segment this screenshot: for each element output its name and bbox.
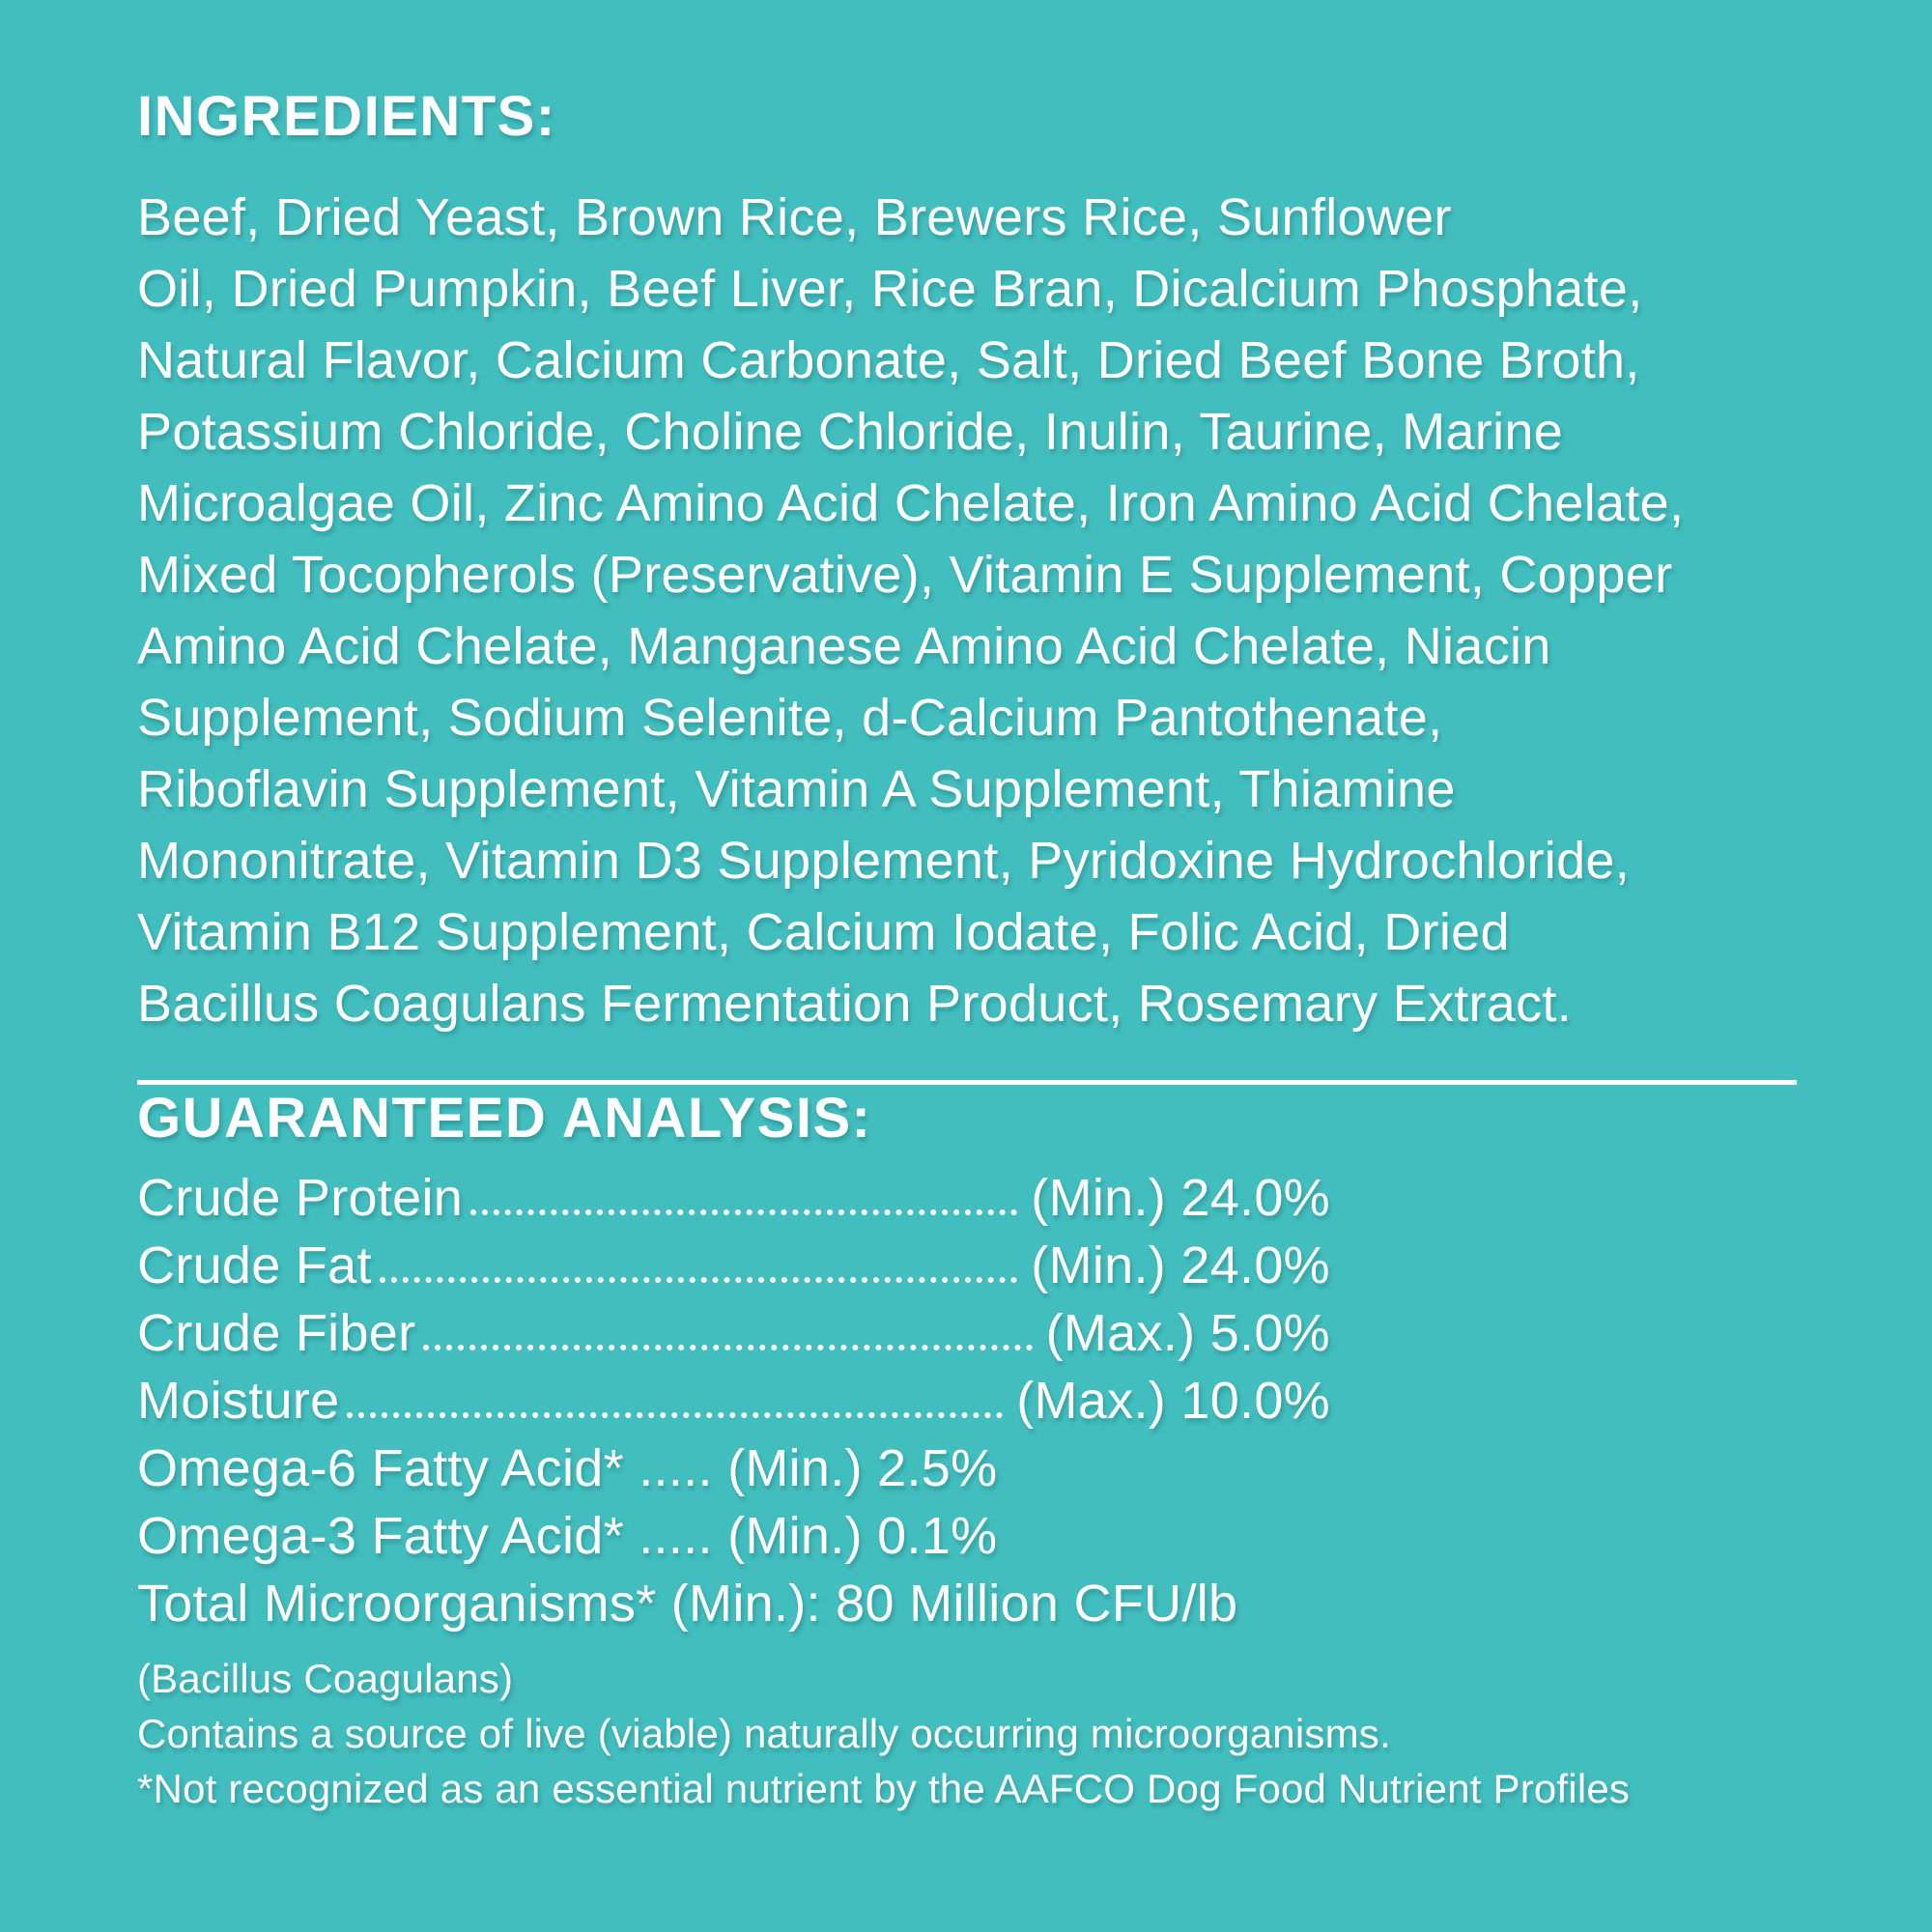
analysis-qualifier: (Min.): [727, 1439, 863, 1497]
analysis-qualifier: (Min.): [727, 1507, 863, 1565]
analysis-row-total-microorganisms: Total Microorganisms* (Min.): 80 Million CFU/lb: [137, 1575, 1238, 1633]
analysis-value: 0.1%: [877, 1507, 998, 1565]
footnote-bacillus: (Bacillus Coagulans): [137, 1656, 514, 1701]
analysis-label: Omega-3 Fatty Acid*: [137, 1507, 624, 1565]
ingredient-line: Mononitrate, Vitamin D3 Supplement, Pyridoxine Hydrochloride,: [137, 832, 1631, 890]
analysis-row-crude-fiber: [137, 1299, 1330, 1367]
analysis-value: (Min.) 24.0%: [1031, 1236, 1330, 1294]
dot-leader-text: .....: [639, 1507, 713, 1565]
ingredient-line: Beef, Dried Yeast, Brown Rice, Brewers Rice, Sunflower: [137, 188, 1452, 246]
dot-leader: [470, 1209, 1017, 1215]
ingredients-heading: INGREDIENTS:: [137, 85, 556, 148]
ingredient-line: Potassium Chloride, Choline Chloride, Inulin, Taurine, Marine: [137, 403, 1564, 461]
analysis-row-omega-3: [137, 1502, 1816, 1570]
ingredient-line: Microalgae Oil, Zinc Amino Acid Chelate, Iron Amino Acid Chelate,: [137, 474, 1685, 532]
ingredients-paragraph: [137, 182, 1816, 1039]
dot-leader: [423, 1345, 1032, 1350]
ingredient-line: Amino Acid Chelate, Manganese Amino Acid Chelate, Niacin: [137, 617, 1551, 675]
ingredient-line: Natural Flavor, Calcium Carbonate, Salt, Dried Beef Bone Broth,: [137, 331, 1640, 389]
analysis-label: Crude Fiber: [137, 1304, 416, 1362]
analysis-value: (Max.) 10.0%: [1016, 1372, 1330, 1430]
footnote-aafco: *Not recognized as an essential nutrient by the AAFCO Dog Food Nutrient Profiles: [137, 1766, 1631, 1811]
analysis-label: Crude Fat: [137, 1236, 372, 1294]
ingredient-line: Supplement, Sodium Selenite, d-Calcium Pantothenate,: [137, 689, 1443, 747]
analysis-row-omega-6: [137, 1435, 1816, 1502]
analysis-value: (Max.) 5.0%: [1045, 1304, 1330, 1362]
analysis-label: Omega-6 Fatty Acid*: [137, 1439, 624, 1497]
analysis-value: 2.5%: [877, 1439, 998, 1497]
ingredient-line: Mixed Tocopherols (Preservative), Vitamin E Supplement, Copper: [137, 546, 1673, 604]
ingredient-line: Bacillus Coagulans Fermentation Product, Rosemary Extract.: [137, 975, 1573, 1033]
ingredient-line: Vitamin B12 Supplement, Calcium Iodate, Folic Acid, Dried: [137, 903, 1510, 961]
analysis-label: Moisture: [137, 1372, 340, 1430]
dot-leader: [347, 1412, 1003, 1418]
analysis-footnotes: [137, 1651, 1644, 1816]
analysis-heading: GUARANTEED ANALYSIS:: [137, 1087, 872, 1150]
analysis-value: (Min.) 24.0%: [1031, 1169, 1330, 1227]
dot-leader-text: .....: [639, 1439, 713, 1497]
dot-leader: [380, 1277, 1017, 1283]
analysis-row-crude-protein: [137, 1164, 1330, 1232]
guaranteed-analysis-table: [137, 1164, 1816, 1637]
footnote-live-microorganisms: Contains a source of live (viable) naturally occurring microorganisms.: [137, 1711, 1391, 1756]
ingredient-line: Riboflavin Supplement, Vitamin A Supplement, Thiamine: [137, 760, 1456, 818]
analysis-label: Crude Protein: [137, 1169, 464, 1227]
analysis-row-moisture: [137, 1367, 1330, 1435]
analysis-row-crude-fat: [137, 1232, 1330, 1299]
ingredient-line: Oil, Dried Pumpkin, Beef Liver, Rice Bran, Dicalcium Phosphate,: [137, 260, 1643, 318]
